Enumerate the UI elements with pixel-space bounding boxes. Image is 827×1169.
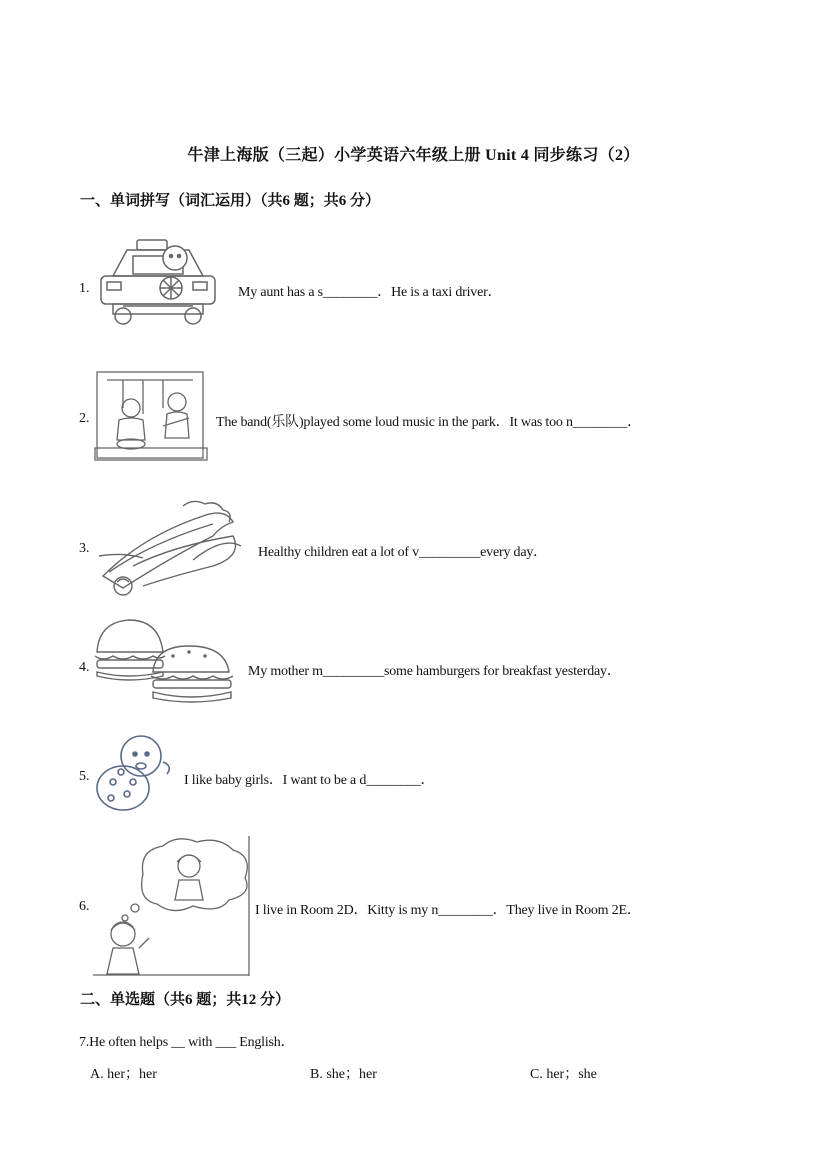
vegetables-picture <box>93 496 245 600</box>
question-1-text: My aunt has a s________．He is a taxi driver． <box>238 285 502 300</box>
question-7-option-c: C. her；she <box>530 1067 597 1082</box>
question-7-option-a: A. her；her <box>90 1067 157 1082</box>
question-6-number: 6. <box>79 899 90 914</box>
question-3-text: Healthy children eat a lot of v_________every day． <box>258 545 547 560</box>
question-4-text: My mother m_________some hamburgers for breakfast yesterday． <box>248 664 621 679</box>
question-1-number: 1. <box>79 281 90 296</box>
section-1-heading: 一、单词拼写（词汇运用）（共6 题；共6 分） <box>80 193 381 209</box>
page-title: 牛津上海版（三起）小学英语六年级上册 Unit 4 同步练习（2） <box>187 147 640 164</box>
baby-picture <box>93 732 175 814</box>
question-3-number: 3. <box>79 541 90 556</box>
question-2-text: The band(乐队)played some loud music in the park．It was too n________． <box>216 415 641 430</box>
section-2-heading: 二、单选题（共6 题；共12 分） <box>80 992 291 1008</box>
question-5-number: 5. <box>79 769 90 784</box>
question-4-number: 4. <box>79 660 90 675</box>
taxi-driver-picture <box>93 236 223 334</box>
band-playing-picture <box>93 368 209 464</box>
question-6-text: I live in Room 2D．Kitty is my n________．They live in Room 2E． <box>255 903 641 918</box>
question-7-option-b: B. she；her <box>310 1067 377 1082</box>
question-7-text: 7.He often helps __ with ___ English． <box>79 1035 295 1050</box>
hamburgers-picture <box>93 616 239 706</box>
question-2-number: 2. <box>79 411 90 426</box>
neighbours-picture <box>93 834 253 978</box>
question-5-text: I like baby girls．I want to be a d________． <box>184 773 435 788</box>
